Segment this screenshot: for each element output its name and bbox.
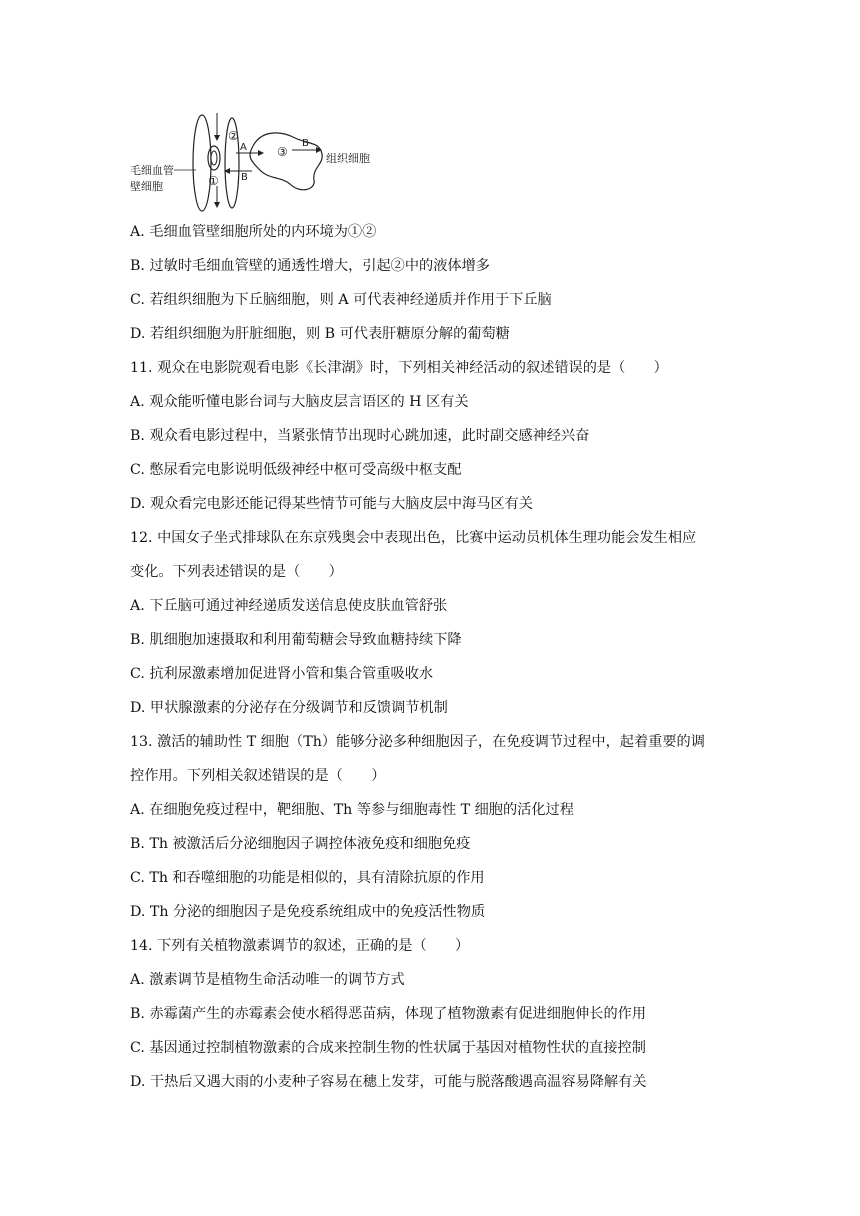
label-arrow-b-right: B <box>302 138 309 149</box>
option-line: C. Th 和吞噬细胞的功能是相似的，具有清除抗原的作用 <box>130 870 485 886</box>
option-line: B. 肌细胞加速摄取和利用葡萄糖会导致血糖持续下降 <box>130 632 462 648</box>
label-circle-1: ① <box>208 174 219 188</box>
question-stem: 13. 激活的辅助性 T 细胞（Th）能够分泌多种细胞因子，在免疫调节过程中，起着重要的调 <box>130 734 705 750</box>
option-line: D. 若组织细胞为肝脏细胞，则 B 可代表肝糖原分解的葡萄糖 <box>130 326 510 342</box>
option-line: A. 激素调节是植物生命活动唯一的调节方式 <box>130 972 405 988</box>
option-line: B. 过敏时毛细血管壁的通透性增大，引起②中的液体增多 <box>130 258 490 274</box>
option-line: A. 在细胞免疫过程中，靶细胞、Th 等参与细胞毒性 T 细胞的活化过程 <box>130 802 574 818</box>
question-text <box>130 222 770 1106</box>
question-stem: 14. 下列有关植物激素调节的叙述，正确的是（ ） <box>130 938 470 954</box>
wall-cell-nucleus <box>211 151 217 165</box>
option-line: C. 憋尿看完电影说明低级神经中枢可受高级中枢支配 <box>130 462 462 478</box>
option-line: A. 毛细血管壁细胞所处的内环境为①② <box>130 224 377 240</box>
option-line: B. Th 被激活后分泌细胞因子调控体液免疫和细胞免疫 <box>130 836 471 852</box>
label-capillary-2: 壁细胞 <box>130 180 163 193</box>
down-arrow-bottom-head <box>214 202 220 208</box>
label-circle-2: ② <box>228 129 239 143</box>
arrow-a-head <box>258 150 264 156</box>
option-line: B. 赤霉菌产生的赤霉素会使水稻得恶苗病，体现了植物激素有促进细胞伸长的作用 <box>130 1006 647 1022</box>
question-stem-cont: 控作用。下列相关叙述错误的是（ ） <box>130 768 386 784</box>
question-stem-cont: 变化。下列表述错误的是（ ） <box>130 564 343 580</box>
label-arrow-b-left: B <box>241 172 248 183</box>
option-line: D. 干热后又遇大雨的小麦种子容易在穗上发芽，可能与脱落酸遇高温容易降解有关 <box>130 1074 647 1090</box>
question-stem: 11. 观众在电影院观看电影《长津湖》时，下列相关神经活动的叙述错误的是（ ） <box>130 360 668 376</box>
label-circle-3: ③ <box>277 145 288 159</box>
label-arrow-a: A <box>240 142 247 153</box>
option-line: A. 下丘脑可通过神经递质发送信息使皮肤血管舒张 <box>130 598 448 614</box>
option-line: D. Th 分泌的细胞因子是免疫系统组成中的免疫活性物质 <box>130 904 486 920</box>
option-line: B. 观众看电影过程中，当紧张情节出现时心跳加速，此时副交感神经兴奋 <box>130 428 590 444</box>
option-line: A. 观众能听懂电影台词与大脑皮层言语区的 H 区有关 <box>130 394 469 410</box>
capillary-tissue-diagram <box>130 108 390 218</box>
option-line: C. 若组织细胞为下丘脑细胞，则 A 可代表神经递质并作用于下丘脑 <box>130 292 552 308</box>
diagram-svg <box>130 108 390 218</box>
tissue-cell-body <box>250 133 322 190</box>
label-tissue-cell: 组织细胞 <box>326 152 370 165</box>
label-capillary-1: 毛细血管 <box>130 164 174 177</box>
option-line: C. 抗利尿激素增加促进肾小管和集合管重吸收水 <box>130 666 434 682</box>
wall-cell <box>208 146 220 170</box>
option-line: D. 甲状腺激素的分泌存在分级调节和反馈调节机制 <box>130 700 448 716</box>
question-stem: 12. 中国女子坐式排球队在东京残奥会中表现出色，比赛中运动员机体生理功能会发生相应 <box>130 530 697 546</box>
option-line: D. 观众看完电影还能记得某些情节可能与大脑皮层中海马区有关 <box>130 496 533 512</box>
option-line: C. 基因通过控制植物激素的合成来控制生物的性状属于基因对植物性状的直接控制 <box>130 1040 646 1056</box>
down-arrow-top-head <box>214 135 220 141</box>
